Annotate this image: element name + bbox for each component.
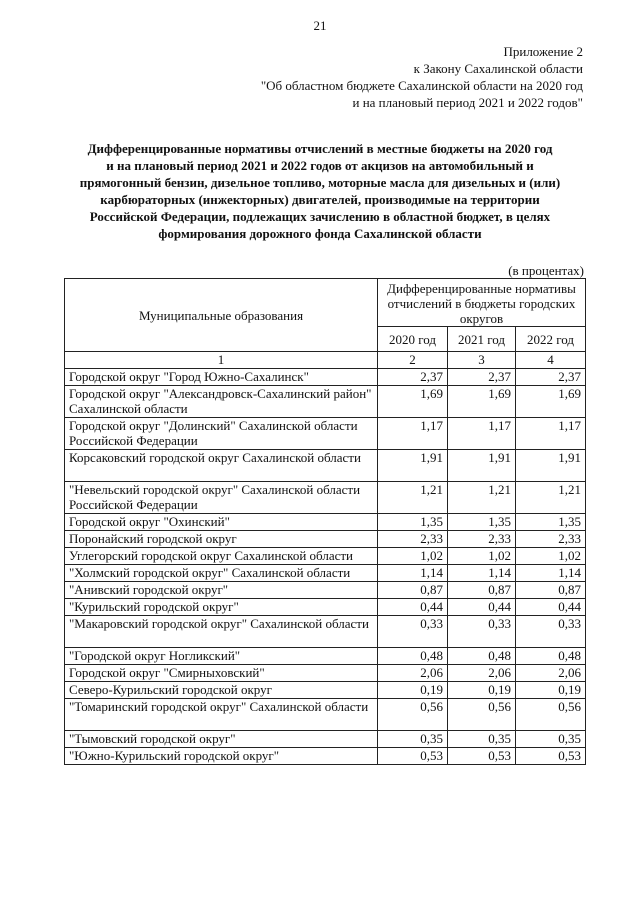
title-line: прямогонный бензин, дизельное топливо, моторные масла для дизельных и (или) <box>79 175 561 190</box>
column-index: 4 <box>516 352 586 369</box>
table-body <box>65 369 586 765</box>
norm-value-2020: 1,21 <box>378 482 448 514</box>
norms-table <box>64 278 586 765</box>
norm-value-2022: 0,44 <box>516 599 586 616</box>
norm-value-2022: 1,21 <box>516 482 586 514</box>
table-row <box>65 548 586 565</box>
table-row <box>65 748 586 765</box>
table-row <box>65 616 586 648</box>
norm-value-2020: 0,87 <box>378 582 448 599</box>
norm-value-2020: 0,56 <box>378 699 448 731</box>
norm-value-2022: 1,69 <box>516 386 586 418</box>
table-row <box>65 418 586 450</box>
norm-value-2020: 1,91 <box>378 450 448 482</box>
norm-value-2020: 2,33 <box>378 531 448 548</box>
municipality-name: Углегорский городской округ Сахалинской области <box>65 548 378 565</box>
header-year-2020: 2020 год <box>378 327 448 352</box>
norm-value-2021: 2,37 <box>448 369 516 386</box>
norm-value-2020: 1,14 <box>378 565 448 582</box>
municipality-name: "Южно-Курильский городской округ" <box>65 748 378 765</box>
norm-value-2022: 2,33 <box>516 531 586 548</box>
norm-value-2020: 1,69 <box>378 386 448 418</box>
norm-value-2022: 0,33 <box>516 616 586 648</box>
header-year-2022: 2022 год <box>516 327 586 352</box>
norm-value-2022: 0,19 <box>516 682 586 699</box>
norm-value-2021: 1,17 <box>448 418 516 450</box>
norm-value-2021: 0,35 <box>448 731 516 748</box>
norm-value-2020: 0,53 <box>378 748 448 765</box>
norm-value-2021: 0,44 <box>448 599 516 616</box>
norm-value-2022: 0,87 <box>516 582 586 599</box>
norm-value-2020: 0,48 <box>378 648 448 665</box>
norm-value-2020: 0,44 <box>378 599 448 616</box>
appendix-line: и на плановый период 2021 и 2022 годов" <box>352 95 583 110</box>
norm-value-2021: 1,14 <box>448 565 516 582</box>
norm-value-2022: 1,02 <box>516 548 586 565</box>
title-line: формирования дорожного фонда Сахалинской области <box>158 226 482 241</box>
municipality-name: "Томаринский городской округ" Сахалинской области <box>65 699 378 731</box>
norm-value-2022: 1,91 <box>516 450 586 482</box>
title-line: и на плановый период 2021 и 2022 годов от акцизов на автомобильный и <box>106 158 534 173</box>
norm-value-2021: 1,35 <box>448 514 516 531</box>
norm-value-2022: 1,14 <box>516 565 586 582</box>
document-title <box>60 140 580 242</box>
header-norms-group: Дифференцированные нормативы отчислений в бюджеты городских округов <box>378 279 586 327</box>
page-number: 21 <box>313 18 327 33</box>
norm-value-2022: 2,06 <box>516 665 586 682</box>
municipality-name: Поронайский городской округ <box>65 531 378 548</box>
norm-value-2021: 0,48 <box>448 648 516 665</box>
units-label: (в процентах) <box>508 263 584 278</box>
norm-value-2020: 2,06 <box>378 665 448 682</box>
header-municipality: Муниципальные образования <box>65 279 378 352</box>
municipality-name: "Холмский городской округ" Сахалинской области <box>65 565 378 582</box>
municipality-name: "Макаровский городской округ" Сахалинской области <box>65 616 378 648</box>
municipality-name: "Тымовский городской округ" <box>65 731 378 748</box>
norm-value-2022: 0,56 <box>516 699 586 731</box>
municipality-name: Северо-Курильский городской округ <box>65 682 378 699</box>
norm-value-2021: 0,53 <box>448 748 516 765</box>
municipality-name: Городской округ "Смирныховский" <box>65 665 378 682</box>
header-year-2021: 2021 год <box>448 327 516 352</box>
norm-value-2021: 0,19 <box>448 682 516 699</box>
norm-value-2021: 2,33 <box>448 531 516 548</box>
norm-value-2021: 1,69 <box>448 386 516 418</box>
table-row <box>65 482 586 514</box>
table-row <box>65 582 586 599</box>
norm-value-2021: 1,91 <box>448 450 516 482</box>
municipality-name: Городской округ "Долинский" Сахалинской области Российской Федерации <box>65 418 378 450</box>
norm-value-2020: 2,37 <box>378 369 448 386</box>
norm-value-2021: 1,02 <box>448 548 516 565</box>
norm-value-2020: 0,35 <box>378 731 448 748</box>
column-index: 3 <box>448 352 516 369</box>
norm-value-2022: 0,48 <box>516 648 586 665</box>
municipality-name: "Городской округ Ногликский" <box>65 648 378 665</box>
norm-value-2020: 1,35 <box>378 514 448 531</box>
municipality-name: "Невельский городской округ" Сахалинской области Российской Федерации <box>65 482 378 514</box>
norm-value-2020: 0,33 <box>378 616 448 648</box>
title-line: Дифференцированные нормативы отчислений в местные бюджеты на 2020 год <box>87 141 553 156</box>
title-line: Российской Федерации, подлежащих зачислению в областной бюджет, в целях <box>89 209 551 224</box>
table-row <box>65 386 586 418</box>
norm-value-2022: 1,17 <box>516 418 586 450</box>
column-index: 2 <box>378 352 448 369</box>
table-row <box>65 450 586 482</box>
norm-value-2020: 1,17 <box>378 418 448 450</box>
table-row <box>65 531 586 548</box>
table-row <box>65 665 586 682</box>
norm-value-2020: 0,19 <box>378 682 448 699</box>
table-row <box>65 682 586 699</box>
norm-value-2021: 1,21 <box>448 482 516 514</box>
norm-value-2021: 0,33 <box>448 616 516 648</box>
table-row <box>65 599 586 616</box>
table-row <box>65 648 586 665</box>
table-row <box>65 731 586 748</box>
norm-value-2021: 0,56 <box>448 699 516 731</box>
norm-value-2021: 0,87 <box>448 582 516 599</box>
table-row <box>65 565 586 582</box>
municipality-name: Городской округ "Город Южно-Сахалинск" <box>65 369 378 386</box>
column-index: 1 <box>65 352 378 369</box>
municipality-name: "Курильский городской округ" <box>65 599 378 616</box>
municipality-name: "Анивский городской округ" <box>65 582 378 599</box>
table-row <box>65 369 586 386</box>
title-line: карбюраторных (инжекторных) двигателей, производимые на территории <box>100 192 540 207</box>
municipality-name: Городской округ "Охинский" <box>65 514 378 531</box>
appendix-line: к Закону Сахалинской области <box>413 61 583 76</box>
norm-value-2022: 1,35 <box>516 514 586 531</box>
norm-value-2022: 0,53 <box>516 748 586 765</box>
norm-value-2022: 2,37 <box>516 369 586 386</box>
norm-value-2021: 2,06 <box>448 665 516 682</box>
municipality-name: Корсаковский городской округ Сахалинской области <box>65 450 378 482</box>
appendix-header <box>261 43 583 111</box>
norm-value-2022: 0,35 <box>516 731 586 748</box>
norm-value-2020: 1,02 <box>378 548 448 565</box>
table-row <box>65 699 586 731</box>
appendix-line: "Об областном бюджете Сахалинской области на 2020 год <box>260 78 583 93</box>
municipality-name: Городской округ "Александровск-Сахалинский район" Сахалинской области <box>65 386 378 418</box>
appendix-line: Приложение 2 <box>503 44 583 59</box>
table-row <box>65 514 586 531</box>
